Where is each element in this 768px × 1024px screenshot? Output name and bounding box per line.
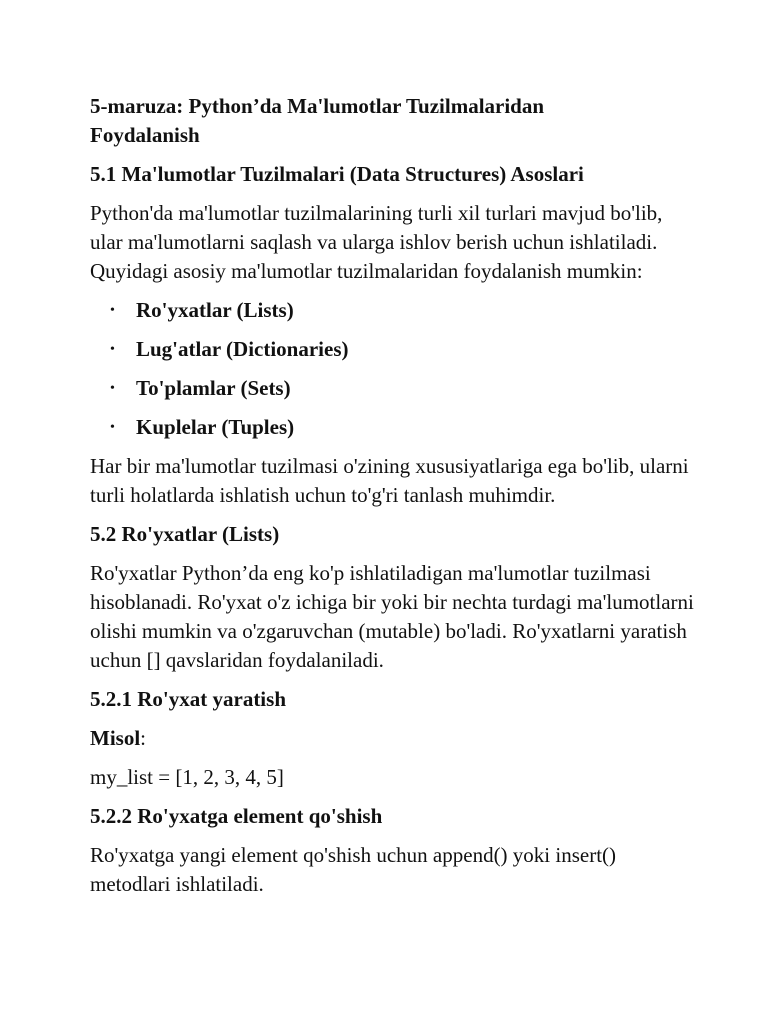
bullet-icon: • [110, 303, 115, 318]
list-item [90, 413, 700, 442]
lecture-title [90, 92, 700, 150]
list-item-label: Kuplelar (Tuples) [136, 415, 295, 439]
lecture-title-line1: 5-maruza: Python’da Ma'lumotlar Tuzilmalaridan [90, 94, 545, 118]
list-item-label: Lug'atlar (Dictionaries) [136, 337, 349, 361]
lecture-title-line2: Foydalanish [90, 123, 200, 147]
section-5-2-heading: 5.2 Ro'yxatlar (Lists) [90, 522, 280, 546]
example-colon: : [140, 726, 147, 750]
code-example: my_list = [1, 2, 3, 4, 5] [90, 765, 284, 789]
section-5-1-intro: Python'da ma'lumotlar tuzilmalarining turli xil turlari mavjud bo'lib, ular ma'lumotlarni saqlash va ularga ishlov berish uchun ishlatiladi. Quyidagi asosiy ma'lumotlar tuzilmalaridan foydalanish mumkin: [90, 201, 663, 283]
bullet-icon: • [110, 420, 115, 435]
list-item [90, 374, 700, 403]
section-5-2-body: Ro'yxatlar Python’da eng ko'p ishlatiladigan ma'lumotlar tuzilmasi hisoblanadi. Ro'yxat o'z ichiga bir yoki bir nechta turdagi ma'lumotlarni olishi mumkin va o'zgaruvchan (mutable) bo'ladi. Ro'yxatlarni yaratish uchun [] qavslaridan foydalaniladi. [90, 561, 694, 672]
list-item [90, 296, 700, 325]
list-item-label: Ro'yxatlar (Lists) [136, 298, 294, 322]
list-item-label: To'plamlar (Sets) [136, 376, 291, 400]
section-5-2-2-heading: 5.2.2 Ro'yxatga element qo'shish [90, 804, 383, 828]
section-5-2-2-body: Ro'yxatga yangi element qo'shish uchun append() yoki insert() metodlari ishlatiladi. [90, 843, 617, 896]
example-label: Misol [90, 726, 141, 750]
list-item [90, 335, 700, 364]
section-5-1-heading: 5.1 Ma'lumotlar Tuzilmalari (Data Structures) Asoslari [90, 162, 584, 186]
document-page [90, 92, 700, 899]
example-label-line [90, 724, 700, 753]
section-5-2-1-heading: 5.2.1 Ro'yxat yaratish [90, 687, 286, 711]
section-5-1-outro: Har bir ma'lumotlar tuzilmasi o'zining xususiyatlariga ega bo'lib, ularni turli holatlarda ishlatish uchun to'g'ri tanlash muhimdir. [90, 454, 689, 507]
bullet-icon: • [110, 381, 115, 396]
data-structures-list [90, 296, 700, 442]
bullet-icon: • [110, 342, 115, 357]
